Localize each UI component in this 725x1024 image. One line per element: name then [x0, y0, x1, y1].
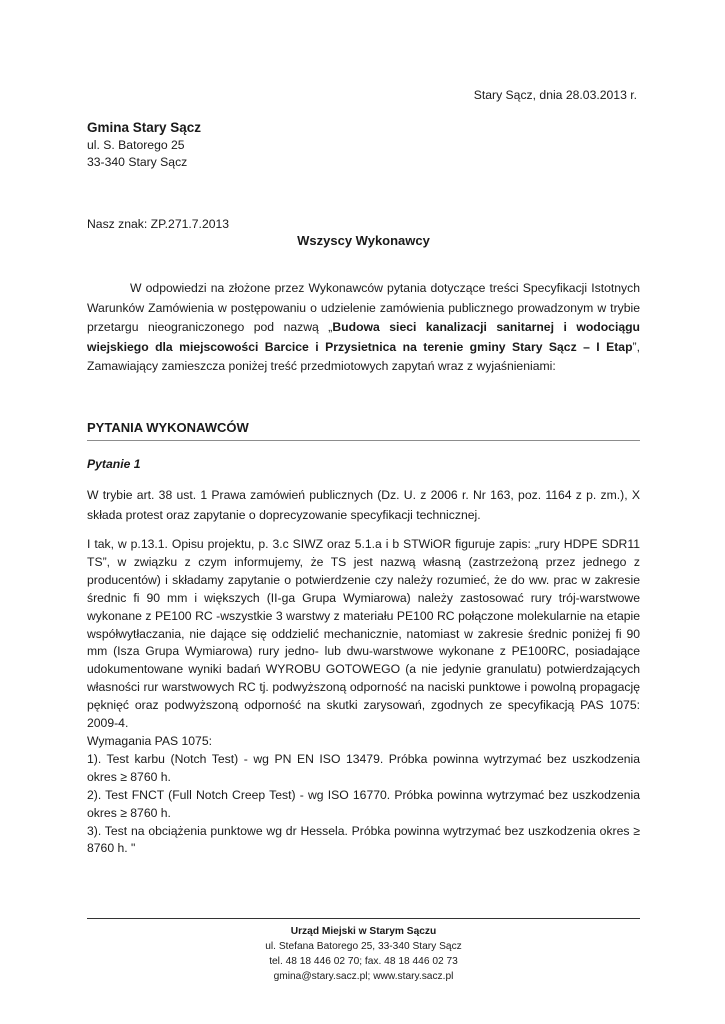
requirements-heading: Wymagania PAS 1075: — [87, 733, 212, 748]
sender-name: Gmina Stary Sącz — [87, 120, 202, 135]
footer-address: ul. Stefana Batorego 25, 33-340 Stary Sącz — [265, 941, 462, 952]
footer-divider — [87, 918, 640, 919]
requirement-item-3: 3). Test na obciążenia punktowe wg dr Hessela. Próbka powinna wytrzymać bez uszkodzenia okres ≥ 8760 h. " — [87, 823, 640, 856]
requirement-item-1: 1). Test karbu (Notch Test) - wg PN EN ISO 13479. Próbka powinna wytrzymać bez uszkodzenia okres ≥ 8760 h. — [87, 751, 640, 784]
sender-city: 33-340 Stary Sącz — [87, 155, 188, 169]
page-footer — [87, 924, 640, 984]
requirement-item-2: 2). Test FNCT (Full Notch Creep Test) - wg ISO 16770. Próbka powinna wytrzymać bez uszkodzenia okres ≥ 8760 h. — [87, 787, 640, 820]
footer-org: Urząd Miejski w Starym Sączu — [290, 926, 437, 937]
question-paragraph-2: I tak, w p.13.1. Opisu projektu, p. 3.c SIWZ oraz 5.1.a i b STWiOR figuruje zapis: „rury HDPE SDR11 TS”, w związku z czym informujemy, że TS jest nazwą własną (zastrzeżoną przez jednego z producentów) i składamy zapytanie o potwierdzenie czy należy rozumieć, że do ww. prac w zakresie średnic fi 90 mm i większych (II-ga Grupa Wymiarowa) należy zastosować rury trój-warstwowe wykonane z PE100 RC -wszystkie 3 warstwy z materiału PE100 RC połączone molekularnie na etapie współwytłaczania, nie dające się oddzielić mechanicznie, natomiast w zakresie średnic poniżej fi 90 mm (Isza Grupa Wymiarowa) rury jedno- lub dwu-warstwowe wykonane z PE100RC, posiadające udokumentowane wyniki badań WYROBU GOTOWEGO (a nie jedynie granulatu) potwierdzających własności rur warstwowych RC tj. podwyższoną odporność na naciski punktowe i powolną propagację pęknięć oraz podwyższoną odporność na skutki zarysowań, zgodnych ze specyfikacją PAS 1075: 2009-4. — [87, 537, 640, 731]
letter-date: Stary Sącz, dnia 28.03.2013 r. — [473, 88, 637, 102]
question-paragraph-1: W trybie art. 38 ust. 1 Prawa zamówień publicznych (Dz. U. z 2006 r. Nr 163, poz. 1164 z p. zm.), X składa protest oraz zapytanie o doprecyzowanie specyfikacji technicznej. — [87, 488, 640, 522]
project-title: Budowa sieci kanalizacji sanitarnej i wodociągu wiejskiego dla miejscowości Barcice i Przysietnica na terenie gminy Stary Sącz – I Etap — [87, 320, 641, 354]
question-body — [87, 536, 640, 858]
question-title: Pytanie 1 — [87, 457, 141, 471]
sender-address-block — [87, 118, 201, 171]
intro-text-after: ”, Zamawiający zamieszcza poniżej treść przedmiotowych zapytań wraz z wyjaśnieniami: — [87, 339, 640, 374]
section-title: PYTANIA WYKONAWCÓW — [87, 420, 640, 441]
intro-paragraph — [87, 279, 640, 377]
footer-phone: tel. 48 18 446 02 70; fax. 48 18 446 02 73 — [269, 956, 458, 967]
reference-number: Nasz znak: ZP.271.7.2013 — [87, 217, 230, 231]
intro-text-before: W odpowiedzi na złożone przez Wykonawców pytania dotyczące treści Specyfikacji Istotnych Warunków Zamówienia w postępowaniu o udzielenie zamówienia publicznego prowadzonym w trybie przetargu nieograniczonego pod nazwą „ — [87, 281, 640, 335]
footer-contact: gmina@stary.sacz.pl; www.stary.sacz.pl — [273, 971, 454, 982]
sender-street: ul. S. Batorego 25 — [87, 138, 185, 152]
recipients-heading: Wszyscy Wykonawcy — [297, 233, 430, 248]
